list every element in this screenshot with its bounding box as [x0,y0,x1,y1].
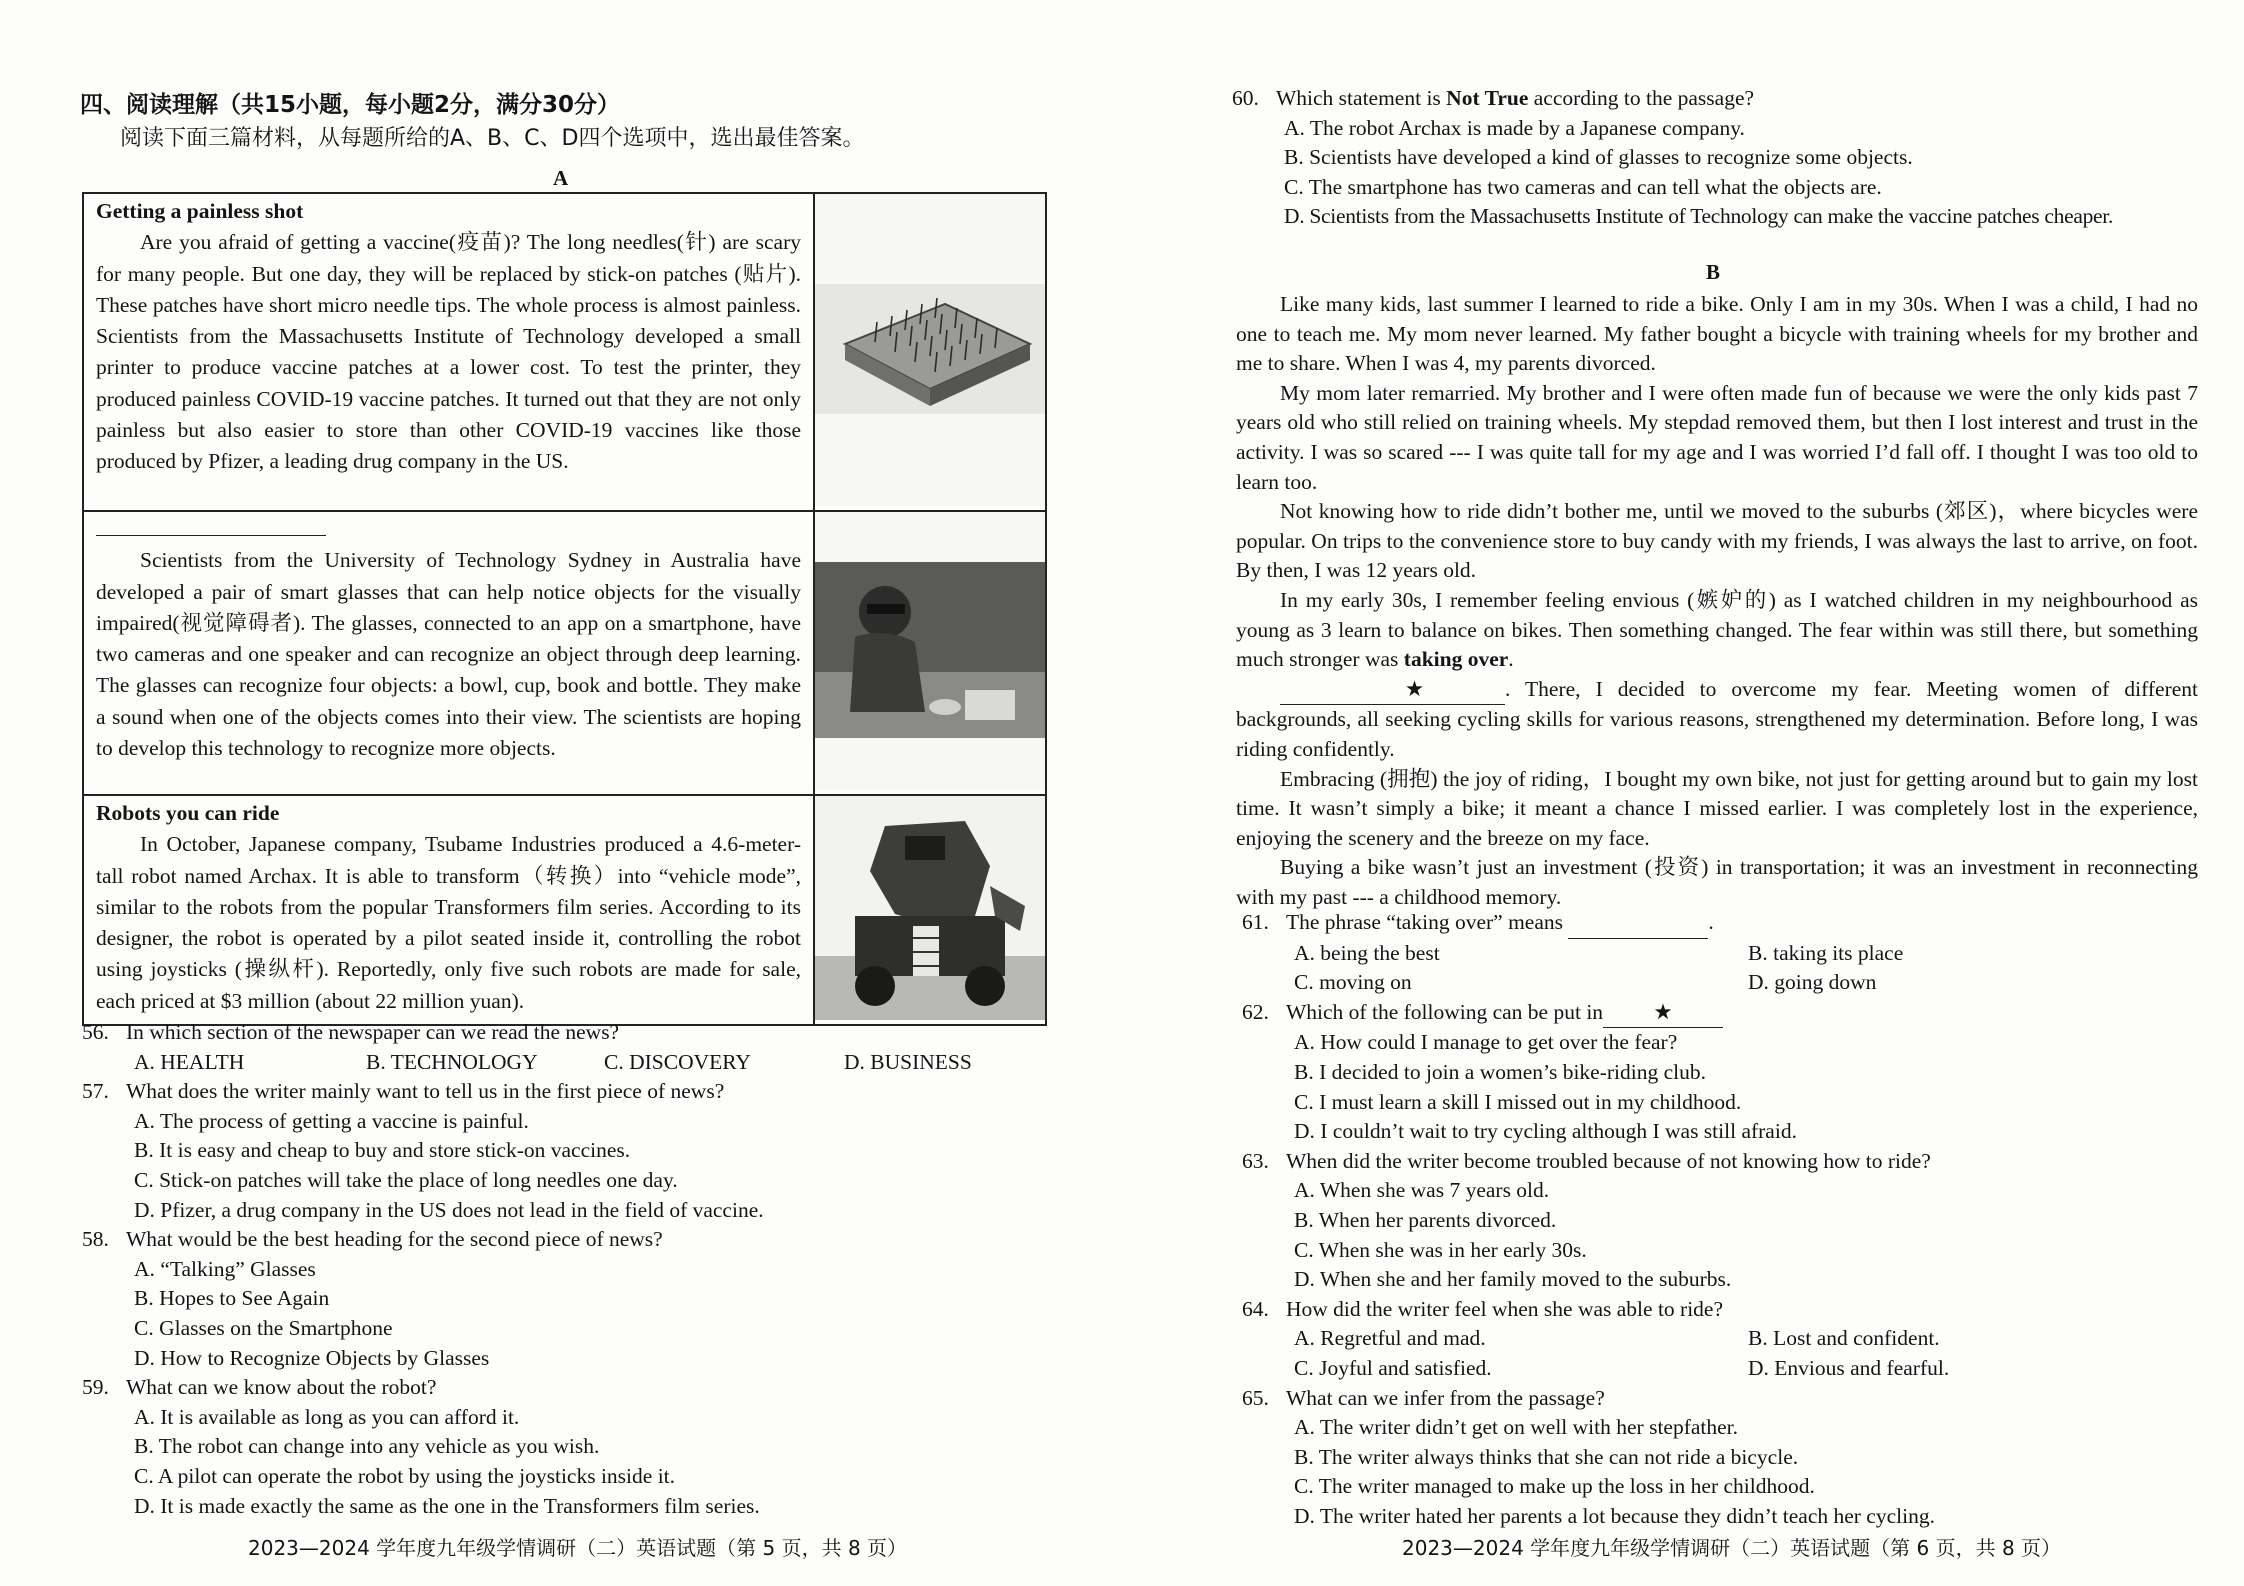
q64-option-a: A. Regretful and mad. [1294,1326,1486,1351]
q59-option-b: B. The robot can change into any vehicle as you wish. [134,1434,600,1459]
q56-option-a: A. HEALTH [134,1049,245,1074]
left-page [80,0,1050,1586]
q59-stem: 59. What can we know about the robot? [82,1375,437,1400]
vaccine-patch-image [815,194,1045,506]
q61-options-row-2 [1242,968,2202,998]
right-page [1232,0,2202,1586]
q61-options-row-1 [1242,939,2202,969]
question-60 [1232,84,2202,232]
q60-option-a: A. The robot Archax is made by a Japanese company. [1284,115,1745,140]
q65-option-c: C. The writer managed to make up the loss in her childhood. [1294,1474,1815,1499]
news-2-image [814,511,1046,795]
passage-b-paragraph-2: My mom later remarried. My brother and I were often made fun of because we were the only kids past 7 years old who still relied on training wheels. My stepdad removed them, but then I lost interest and trust in the activity. I was so scared --- I was quite tall for my age and I was worried I’d fall off. I thought I was too old to learn too. [1236,380,2198,494]
q56-option-c: C. DISCOVERY [604,1049,751,1074]
q58-stem: 58. What would be the best heading for the second piece of news? [82,1227,663,1252]
q62-option-a: A. How could I manage to get over the fear? [1294,1030,1678,1055]
passage-b-paragraph-5: ★ . There, I decided to overcome my fear. Meeting women of different backgrounds, all seeking cycling skills for various reasons, strengthened my determination. Before long, I was riding confidently. [1236,676,2198,761]
smart-glasses-image [815,512,1045,790]
passage-b [1236,290,2198,912]
q65-option-a: A. The writer didn’t get on well with her stepfather. [1294,1415,1739,1440]
news-2-text [83,511,814,795]
q59-option-d: D. It is made exactly the same as the one in the Transformers film series. [134,1493,760,1518]
star-blank: ★ [1280,675,1505,706]
news-2-heading-blank [96,514,801,545]
news-row-1 [83,193,1046,511]
q56-options [82,1048,1047,1078]
q60-option-c: C. The smartphone has two cameras and can tell what the objects are. [1284,174,1882,199]
q65-option-b: B. The writer always thinks that she can not ride a bicycle. [1294,1444,1799,1469]
q57-stem: 57. What does the writer mainly want to tell us in the first piece of news? [82,1079,725,1104]
q59-option-a: A. It is available as long as you can afford it. [134,1404,520,1429]
footer-page-5: 2023—2024 学年度九年级学情调研（二）英语试题（第 5 页，共 8 页） [248,1536,908,1560]
q61-option-d: D. going down [1748,970,1877,995]
passage-label-b: B [1706,260,1721,284]
q61-option-b: B. taking its place [1748,940,1904,965]
q60-option-b: B. Scientists have developed a kind of glasses to recognize some objects. [1284,145,1913,170]
q64-stem: 64. How did the writer feel when she was able to ride? [1242,1296,1724,1321]
q58-option-d: D. How to Recognize Objects by Glasses [134,1345,490,1370]
news-row-3 [83,795,1046,1025]
news-3-text [83,795,814,1025]
q64-option-c: C. Joyful and satisfied. [1294,1355,1492,1380]
passage-b-paragraph-3: Not knowing how to ride didn’t bother me, until we moved to the suburbs (郊区)，where bicycles were popular. On trips to the convenience store to buy candy with my friends, I was always the last to arrive, on foot. By then, I was 12 years old. [1236,499,2198,583]
q60-stem: 60. Which statement is Not True according to the passage? [1232,86,1755,110]
section-title: 四、阅读理解（共15小题，每小题2分，满分30分） [80,92,621,118]
q56-option-b: B. TECHNOLOGY [366,1049,538,1074]
q57-option-b: B. It is easy and cheap to buy and store stick-on vaccines. [134,1138,631,1163]
q63-option-b: B. When her parents divorced. [1294,1207,1557,1232]
q60-option-d: D. Scientists from the Massachusetts Institute of Technology can make the vaccine patches cheaper. [1284,204,2114,229]
news-1-image [814,193,1046,511]
q57-option-c: C. Stick-on patches will take the place of long needles one day. [134,1167,678,1192]
q63-option-d: D. When she and her family moved to the suburbs. [1294,1267,1732,1292]
q65-stem: 65. What can we infer from the passage? [1242,1385,1605,1410]
q56-option-d: D. BUSINESS [844,1049,972,1074]
passage-b-paragraph-4: In my early 30s, I remember feeling envious (嫉妒的) as I watched children in my neighbourhood as young as 3 learn to balance on bikes. Then something changed. The fear within was still there, but something much stronger was taking over. [1236,587,2198,672]
passage-label-a: A [553,166,569,190]
q62-option-b: B. I decided to join a women’s bike-riding club. [1294,1059,1706,1084]
news-1-text [83,193,814,511]
q64-options-row-1 [1242,1324,2202,1354]
q64-options-row-2 [1242,1354,2202,1384]
q64-option-b: B. Lost and confident. [1748,1326,1940,1351]
robot-image [815,796,1045,1020]
q65-option-d: D. The writer hated her parents a lot because they didn’t teach her cycling. [1294,1503,1935,1528]
q64-option-d: D. Envious and fearful. [1748,1355,1950,1380]
news-3-heading: Robots you can ride [96,801,280,825]
q58-option-c: C. Glasses on the Smartphone [134,1315,393,1340]
q57-option-d: D. Pfizer, a drug company in the US does not lead in the field of vaccine. [134,1197,764,1222]
news-table [82,192,1047,1026]
passage-b-paragraph-1: Like many kids, last summer I learned to ride a bike. Only I am in my 30s. When I was a child, I had no one to teach me. My mom never learned. My father bought a bicycle with training wheels for my brother and me to share. When I was 4, my parents divorced. [1236,292,2198,376]
news-row-2 [83,511,1046,795]
questions-61-65 [1242,908,2202,1531]
questions-56-59 [82,1018,1047,1521]
passage-b-paragraph-7: Buying a bike wasn’t just an investment (投资) in transportation; it was an investment in reconnecting with my past --- a childhood memory. [1236,855,2198,909]
q62-option-c: C. I must learn a skill I missed out in my childhood. [1294,1089,1742,1114]
news-3-image [814,795,1046,1025]
q58-option-a: A. “Talking” Glasses [134,1256,316,1281]
q63-stem: 63. When did the writer become troubled because of not knowing how to ride? [1242,1148,1931,1173]
q62-stem: 62. Which of the following can be put in ★ [1242,998,2202,1029]
q63-option-a: A. When she was 7 years old. [1294,1178,1550,1203]
news-2-body: Scientists from the University of Technology Sydney in Australia have developed a pair of smart glasses that can help notice objects for the visually impaired(视觉障碍者). The glasses, connected to an app on a smartphone, have two cameras and one speaker and can recognize an object through deep learning. The glasses can recognize four objects: a bowl, cup, book and bottle. They make a sound when one of the objects comes into their view. The scientists are hoping to develop this technology to recognize more objects. [96,548,801,761]
q63-option-c: C. When she was in her early 30s. [1294,1237,1587,1262]
footer-page-6: 2023—2024 学年度九年级学情调研（二）英语试题（第 6 页，共 8 页） [1402,1536,2062,1560]
q59-option-c: C. A pilot can operate the robot by using the joysticks inside it. [134,1463,676,1488]
section-instruction: 阅读下面三篇材料，从每题所给的A、B、C、D四个选项中，选出最佳答案。 [120,126,865,151]
news-1-body: Are you afraid of getting a vaccine(疫苗)? The long needles(针) are scary for many people. But one day, they will be replaced by stick-on patches (贴片). These patches have short micro needle tips. The whole process is almost painless. Scientists from the Massachusetts Institute of Technology developed a small printer to produce vaccine patches at a lower cost. To test the printer, they produced painless COVID-19 vaccine patches. It turned out that they are not only painless but also easier to store than other COVID-19 vaccines like those produced by Pfizer, a leading drug company in the US. [96,230,801,474]
news-3-body: In October, Japanese company, Tsubame Industries produced a 4.6-meter-tall robot named Archax. It is able to transform（转换）into “vehicle mode”, similar to the robots from the popular Transformers film series. According to its designer, the robot is operated by a pilot seated inside it, controlling the robot using joysticks (操纵杆). Reportedly, only five such robots are made for sale, each priced at $3 million (about 22 million yuan). [96,832,801,1013]
q62-option-d: D. I couldn’t wait to try cycling although I was still afraid. [1294,1119,1797,1144]
passage-b-paragraph-6: Embracing (拥抱) the joy of riding，I bought my own bike, not just for getting around but to gain my lost time. It wasn’t simply a bike; it meant a chance I missed earlier. I was completely lost in the experience, enjoying the scenery and the breeze on my face. [1236,766,2198,850]
q61-option-c: C. moving on [1294,970,1412,995]
q56-stem: 56. In which section of the newspaper can we read the news? [82,1020,620,1044]
q61-stem: 61. The phrase “taking over” means . [1242,908,2202,939]
news-1-heading: Getting a painless shot [96,199,304,223]
q57-option-a: A. The process of getting a vaccine is painful. [134,1108,529,1133]
q58-option-b: B. Hopes to See Again [134,1286,330,1311]
q61-option-a: A. being the best [1294,940,1440,965]
